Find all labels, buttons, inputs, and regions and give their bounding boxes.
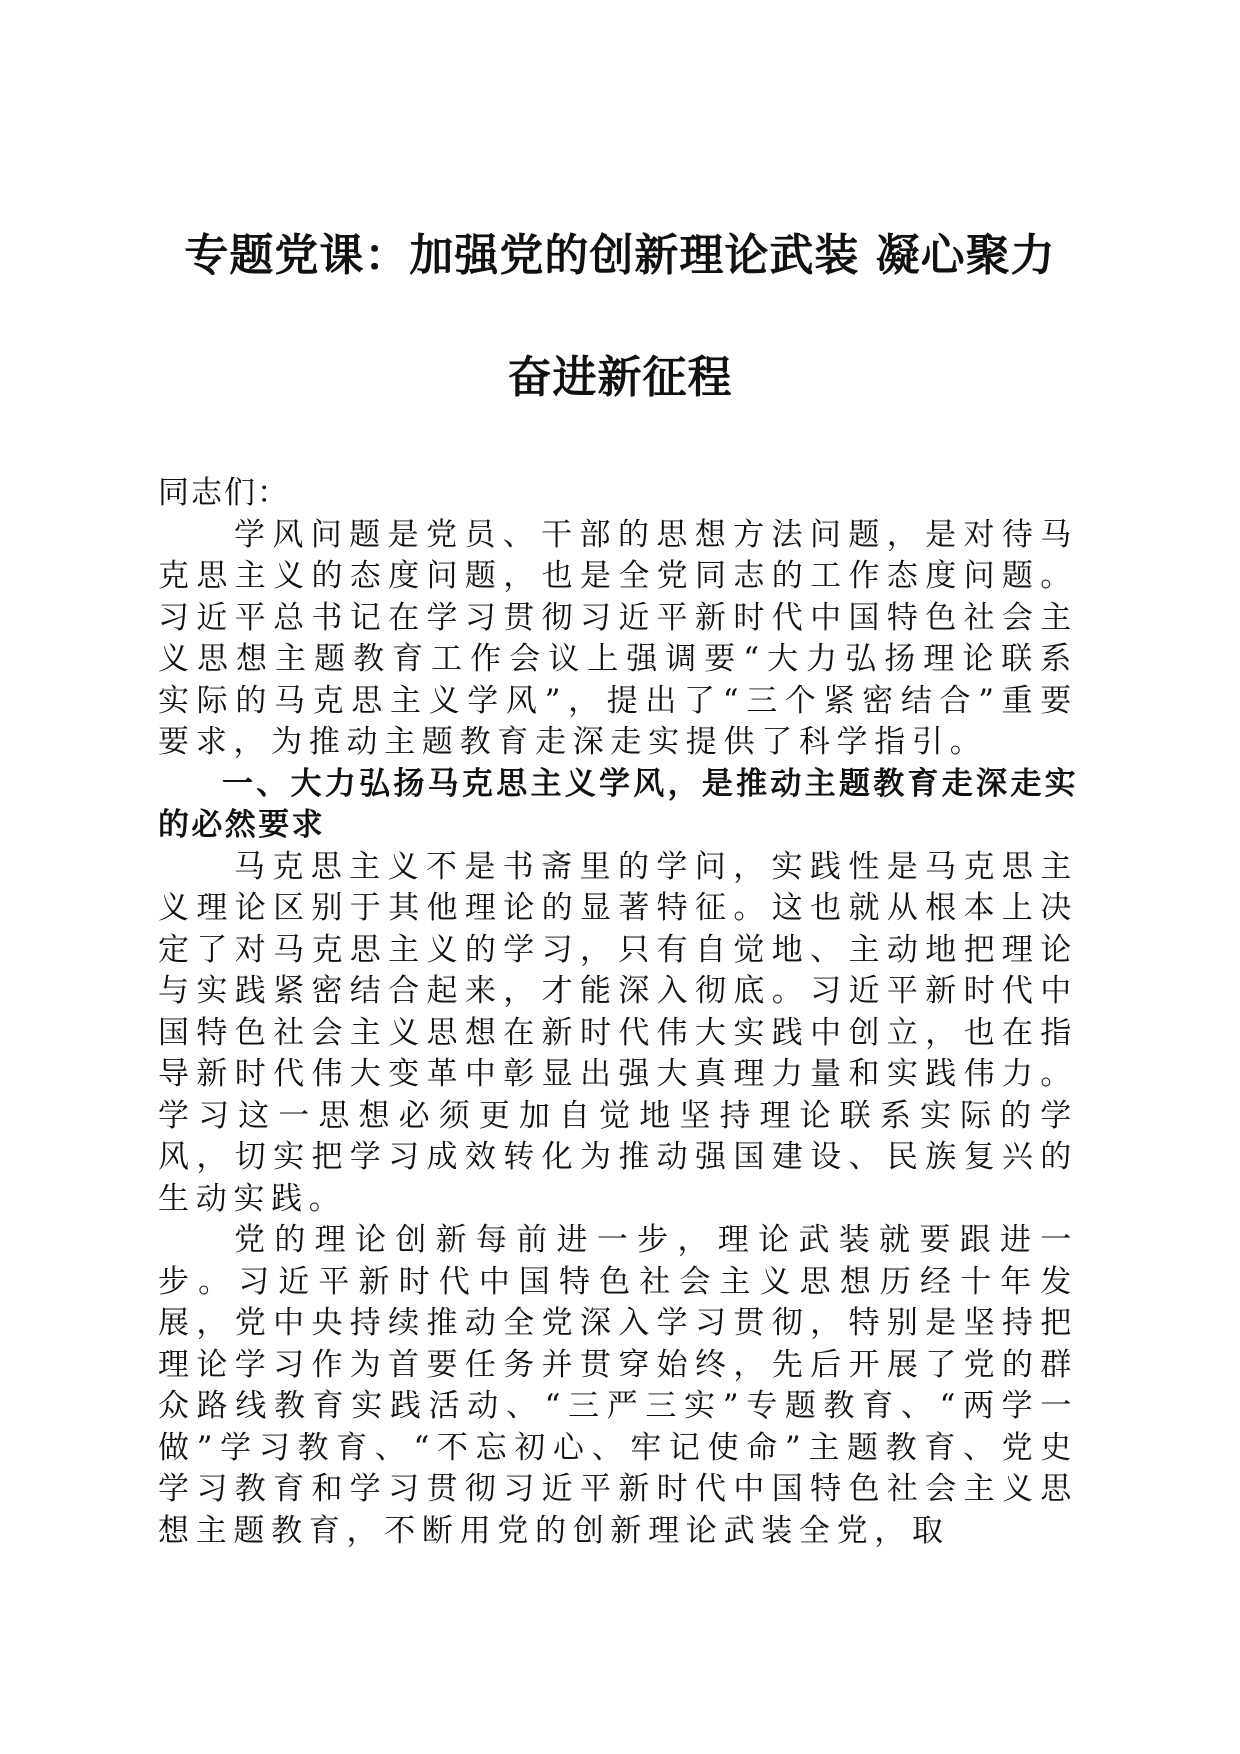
document-body xyxy=(158,473,1078,1552)
section-heading-1: 一、大力弘扬马克思主义学风，是推动主题教育走深走实的必然要求 xyxy=(158,765,1078,843)
paragraph-section-1-b: 党的理论创新每前进一步，理论武装就要跟进一步。习近平新时代中国特色社会主义思想历经十年发展，党中央持续推动全党深入学习贯彻，特别是坚持把理论学习作为首要任务并贯穿始终，先后开展了党的群众路线教育实践活动、“三严三实”专题教育、“两学一做”学习教育、“不忘初心、牢记使命”主题教育、党史学习教育和学习贯彻习近平新时代中国特色社会主义思想主题教育，不断用党的创新理论武装全党，取 xyxy=(158,1222,1078,1549)
salutation: 同志们： xyxy=(158,475,290,511)
paragraph-intro: 学风问题是党员、干部的思想方法问题，是对待马克思主义的态度问题，也是全党同志的工作态度问题。习近平总书记在学习贯彻习近平新时代中国特色社会主义思想主题教育工作会议上强调要“大力弘扬理论联系实际的马克思主义学风”，提出了“三个紧密结合”重要要求，为推动主题教育走深走实提供了科学指引。 xyxy=(158,516,1078,760)
document-title-line-1: 专题党课：加强党的创新理论武装 凝心聚力 xyxy=(184,230,1056,281)
document-title-line-2: 奋进新征程 xyxy=(507,352,733,403)
paragraph-section-1-a: 马克思主义不是书斋里的学问，实践性是马克思主义理论区别于其他理论的显著特征。这也就从根本上决定了对马克思主义的学习，只有自觉地、主动地把理论与实践紧密结合起来，才能深入彻底。习近平新时代中国特色社会主义思想在新时代伟大实践中创立，也在指导新时代伟大变革中彰显出强大真理力量和实践伟力。学习这一思想必须更加自觉地坚持理论联系实际的学风，切实把学习成效转化为推动强国建设、民族复兴的生动实践。 xyxy=(158,848,1078,1217)
